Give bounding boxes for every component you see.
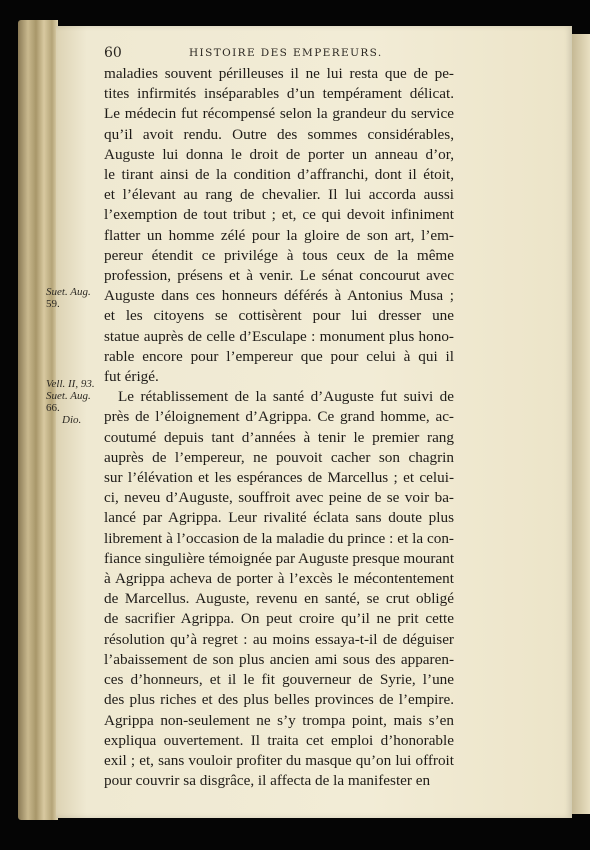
text-line: exil ; et, sans vouloir profiter du masque qu’on lui offroit bbox=[104, 751, 454, 769]
text-line: expliqua ouvertement. Il traita cet emploi d’honorable bbox=[104, 731, 454, 749]
text-line: Agrippa non-seulement ne s’y trompa point, mais s’en bbox=[104, 711, 454, 729]
text-line: pour couvrir sa disgrâce, il affecta de la manifester en bbox=[104, 772, 431, 790]
text-line: Le médecin fut récompensé selon la grandeur du service bbox=[104, 105, 454, 123]
page-number: 60 bbox=[104, 45, 122, 61]
text-line: Auguste lui donna le droit de porter un anneau d’or, bbox=[104, 145, 454, 163]
text-line: coutumé depuis tant d’années à tenir le premier rang bbox=[104, 428, 454, 446]
text-line: sur l’élévation et les espérances de Marcellus ; et celui- bbox=[104, 469, 454, 487]
text-line: librement à l’occasion de la maladie du prince : et la con- bbox=[104, 529, 454, 547]
text-line: Le rétablissement de la santé d’Auguste fut suivi de bbox=[118, 388, 454, 406]
margin-note-line: 59. bbox=[46, 298, 60, 310]
text-line: près de l’éloignement d’Agrippa. Ce grand homme, ac- bbox=[104, 408, 454, 426]
margin-note-suetonius bbox=[46, 286, 104, 310]
text-line: résolution qu’à regret : au moins essaya-t-il de déguiser bbox=[104, 630, 454, 648]
text-line: de Marcellus. Auguste, revenu en santé, se crut obligé bbox=[104, 590, 454, 608]
text-line: de sacrifier Agrippa. On peut croire qu’il ne prit cette bbox=[104, 610, 454, 628]
text-line: flatter un homme zélé pour la gloire de son art, l’em- bbox=[104, 226, 454, 244]
margin-note-line: Suet. Aug. bbox=[46, 286, 91, 298]
margin-note-line: 66. bbox=[46, 402, 60, 414]
text-line: Auguste dans ces honneurs déférés à Antonius Musa ; bbox=[104, 287, 454, 305]
text-line: qu’il avoit rendu. Outre des sommes considérables, bbox=[104, 125, 454, 143]
text-line: rable encore pour l’empereur que pour celui à qui il bbox=[104, 347, 454, 365]
text-line: auprès de l’empereur, ne pouvoit cacher son chagrin bbox=[104, 448, 454, 466]
text-line: maladies souvent périlleuses il ne lui resta que de pe- bbox=[104, 65, 454, 82]
text-line: à Agrippa acheva de porter à l’excès le mécontentement bbox=[104, 570, 454, 588]
margin-note-line: Dio. bbox=[62, 414, 82, 426]
running-title: HISTOIRE DES EMPEREURS. bbox=[189, 47, 383, 59]
text-line: fiance singulière témoignée par Auguste presque mourant bbox=[104, 549, 455, 567]
margin-note-line: Suet. Aug. bbox=[46, 390, 91, 402]
text-line: tites infirmités inséparables d’un tempérament délicat. bbox=[104, 85, 454, 103]
text-line: l’exemption de tout tribut ; et, ce qui devoit infiniment bbox=[104, 206, 454, 224]
text-line: pereur étendit ce privilége à tous ceux de la même bbox=[104, 246, 454, 264]
text-line: des plus riches et des plus belles provinces de l’empire. bbox=[104, 691, 454, 709]
body-text bbox=[104, 64, 454, 791]
text-line: fut érigé. bbox=[104, 368, 159, 386]
text-line: le tirant ainsi de la condition d’affranchi, dont il étoit, bbox=[104, 166, 454, 184]
text-line: et les citoyens se cottisèrent pour lui dresser une bbox=[104, 307, 454, 325]
text-line: statue auprès de celle d’Esculape : monument plus hono- bbox=[104, 327, 454, 345]
text-line: lancé par Agrippa. Leur rivalité éclata sans doute plus bbox=[104, 509, 454, 527]
text-line: ces d’honneurs, et il le fit gouverneur de Syrie, l’une bbox=[104, 671, 454, 689]
text-line: et l’élevant au rang de chevalier. Il lui accorda aussi bbox=[104, 186, 454, 204]
margin-note-line: Vell. II, 93. bbox=[46, 378, 95, 390]
text-line: l’abaissement de son plus ancien ami sous des apparen- bbox=[104, 650, 454, 668]
margin-note-velleius bbox=[46, 378, 104, 426]
text-line: profession, présens et à venir. Le sénat concourut avec bbox=[104, 267, 454, 285]
text-line: ci, neveu d’Auguste, souffroit avec peine de se voir ba- bbox=[104, 489, 454, 507]
